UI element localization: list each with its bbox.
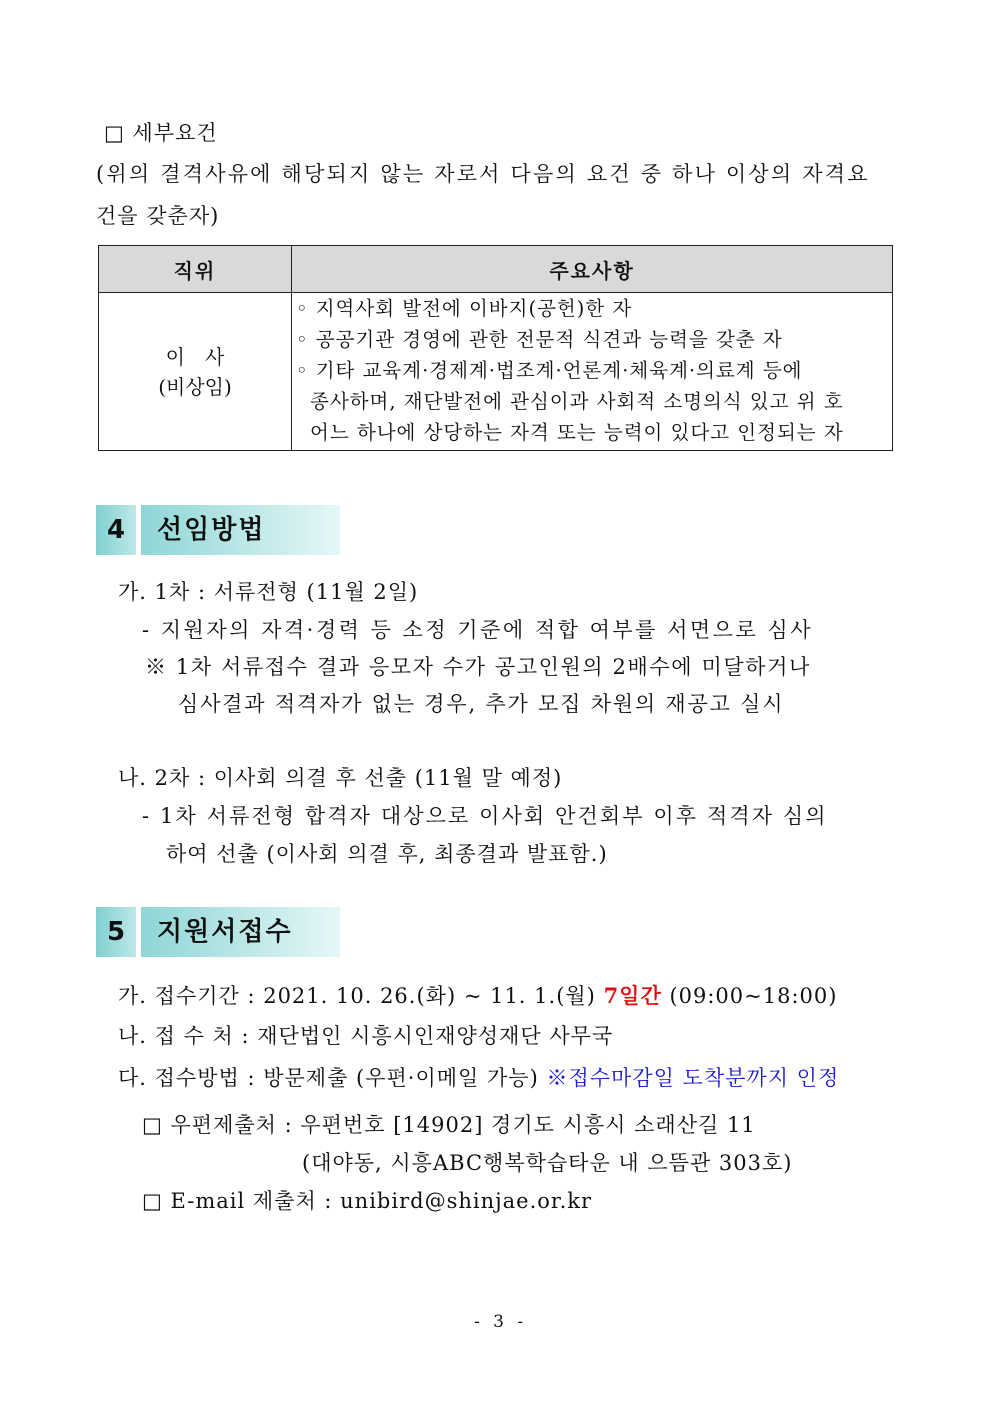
- selection-step-2-detail: - 1차 서류전형 합격자 대상으로 이사회 안건회부 이후 적격자 심의: [142, 804, 828, 828]
- details-heading: □ 세부요건: [104, 121, 218, 145]
- application-method: [118, 1062, 839, 1092]
- table-row: [99, 293, 893, 451]
- list-item: ◦ 공공기관 경영에 관한 전문적 식견과 능력을 갖춘 자: [296, 328, 783, 351]
- section-number: 5: [106, 917, 126, 947]
- section-5-header: [96, 907, 340, 957]
- selection-step-1: 가. 1차 : 서류전형 (11월 2일): [118, 580, 419, 604]
- application-method-text: 다. 접수방법 : 방문제출 (우편·이메일 가능): [118, 1066, 539, 1090]
- application-period: [118, 980, 837, 1010]
- mail-address-line1: □ 우편제출처 : 우편번호 [14902] 경기도 시흥시 소래산길 11: [142, 1113, 756, 1137]
- section-title: 지원서접수: [157, 917, 293, 947]
- position-cell: [99, 293, 292, 451]
- selection-step-2-detail-cont: 하여 선출 (이사회 의결 후, 최종결과 발표함.): [166, 842, 608, 866]
- details-intro-line2: 건을 갖춘자): [96, 204, 220, 228]
- section-title-box: [141, 907, 340, 957]
- section-number-box: [96, 907, 139, 957]
- list-item-continuation: 어느 하나에 상당하는 자격 또는 능력이 있다고 인정되는 자: [310, 421, 844, 444]
- position-type: (비상임): [158, 374, 232, 399]
- position-title: 이 사: [165, 344, 225, 369]
- page-number: - 3 -: [474, 1312, 528, 1332]
- list-item: ◦ 지역사회 발전에 이바지(공헌)한 자: [296, 297, 633, 320]
- main-items-cell: [292, 293, 893, 451]
- section-number: 4: [106, 515, 126, 545]
- section-title: 선임방법: [157, 515, 266, 545]
- application-place: 나. 접 수 처 : 재단법인 시흥시인재양성재단 사무국: [118, 1024, 614, 1048]
- selection-step-2: 나. 2차 : 이사회 의결 후 선출 (11월 말 예정): [118, 766, 563, 790]
- application-method-note: ※접수마감일 도착분까지 인정: [546, 1066, 840, 1090]
- section-4-header: [96, 505, 340, 555]
- application-period-dates: 가. 접수기간 : 2021. 10. 26.(화) ~ 11. 1.(월): [118, 984, 596, 1008]
- list-item: ◦ 기타 교육계·경제계·법조계·언론계·체육계·의료계 등에: [296, 359, 803, 382]
- list-item-continuation: 종사하며, 재단발전에 관심이과 사회적 소명의식 있고 위 호: [310, 390, 844, 413]
- selection-step-1-detail: - 지원자의 자격·경력 등 소정 기준에 적합 여부를 서면으로 심사: [142, 618, 813, 642]
- table-header-row: [99, 246, 893, 293]
- header-main-items: 주요사항: [292, 246, 893, 293]
- selection-step-1-note: ※ 1차 서류접수 결과 응모자 수가 공고인원의 2배수에 미달하거나: [145, 655, 811, 679]
- details-intro-line1: (위의 결격사유에 해당되지 않는 자로서 다음의 요건 중 하나 이상의 자격요: [96, 162, 870, 186]
- email-address-line: □ E-mail 제출처 : unibird@shinjae.or.kr: [142, 1189, 593, 1213]
- header-position: 직위: [99, 246, 292, 293]
- section-title-box: [141, 505, 340, 555]
- section-number-box: [96, 505, 139, 555]
- selection-step-1-note-cont: 심사결과 적격자가 없는 경우, 추가 모집 차원의 재공고 실시: [178, 692, 785, 716]
- application-period-hours: (09:00~18:00): [669, 984, 838, 1008]
- application-period-days: 7일간: [603, 983, 662, 1008]
- mail-address-line2: (대야동, 시흥ABC행복학습타운 내 으뜸관 303호): [302, 1151, 793, 1175]
- requirements-table: [98, 245, 893, 451]
